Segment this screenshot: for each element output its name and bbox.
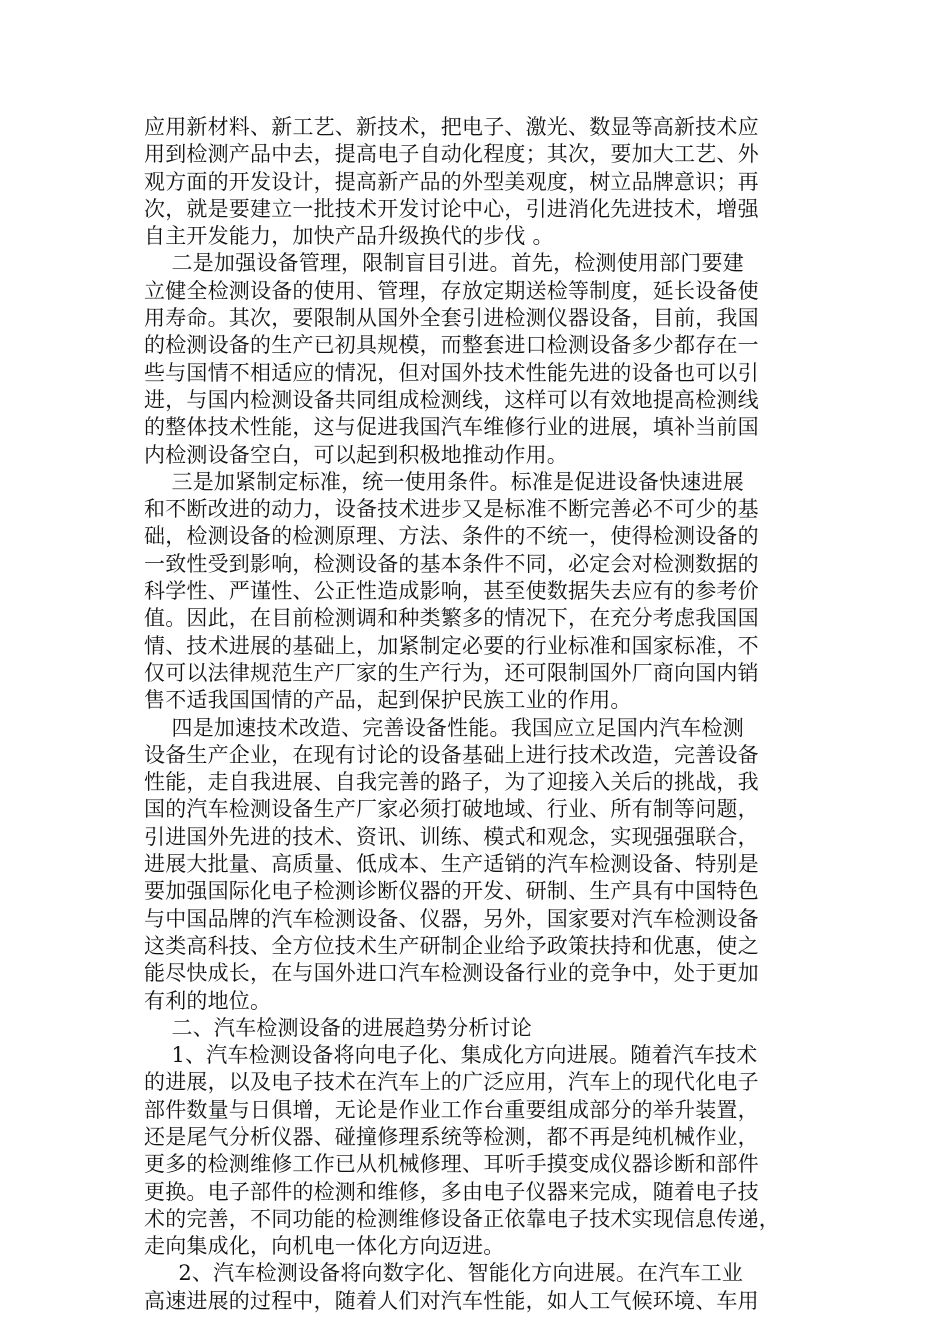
text-line: 引进国外先进的技术、资讯、训练、模式和观念，实现强强联合， (144, 824, 759, 849)
text-line: 走向集成化，向机电一体化方向迈进。 (144, 1234, 505, 1259)
text-line: 四是加速技术改造、完善设备性能。我国应立足国内汽车检测 (144, 715, 744, 740)
text-line: 情、技术进展的基础上，加紧制定必要的行业标准和国家标准，不 (144, 633, 759, 658)
text-line: 和不断改进的动力，设备技术进步又是标准不断完善必不可少的基 (144, 497, 759, 522)
text-line: 一致性受到影响，检测设备的基本条件不同，必定会对检测数据的 (144, 551, 759, 576)
text-line: 更换。电子部件的检测和维修，多由电子仪器来完成，随着电子技 (144, 1179, 759, 1204)
text-line: 值。因此，在目前检测调和种类繁多的情况下，在充分考虑我国国 (144, 606, 759, 631)
text-line: 性能，走自我进展、自我完善的路子，为了迎接入关后的挑战，我 (144, 770, 759, 795)
text-line: 与中国品牌的汽车检测设备、仪器，另外，国家要对汽车检测设备 (144, 906, 759, 931)
text-line: 自主开发能力，加快产品升级换代的步伐 。 (144, 224, 554, 249)
text-line: 更多的检测维修工作已从机械修理、耳听手摸变成仪器诊断和部件 (144, 1152, 759, 1177)
text-line: 这类高科技、全方位技术生产研制企业给予政策扶持和优惠，使之 (144, 933, 759, 958)
text-line: 进展大批量、高质量、低成本、生产适销的汽车检测设备、特别是 (144, 852, 759, 877)
text-line: 用寿命。其次，要限制从国外全套引进检测仪器设备，目前，我国 (144, 306, 759, 331)
text-line: 的进展，以及电子技术在汽车上的广泛应用，汽车上的现代化电子 (144, 1070, 759, 1095)
text-line: 观方面的开发设计，提高新产品的外型美观度，树立品牌意识；再 (144, 169, 759, 194)
text-line: 科学性、严谨性、公正性造成影响，甚至使数据失去应有的参考价 (144, 579, 759, 604)
text-line: 要加强国际化电子检测诊断仪器的开发、研制、生产具有中国特色 (144, 879, 759, 904)
text-line: 的检测设备的生产已初具规模，而整套进口检测设备多少都存在一 (144, 333, 759, 358)
text-line: 1、汽车检测设备将向电子化、集成化方向进展。随着汽车技术 (144, 1043, 758, 1068)
text-line: 础，检测设备的检测原理、方法、条件的不统一，使得检测设备的 (144, 524, 759, 549)
text-line: 还是尾气分析仪器、碰撞修理系统等检测，都不再是纯机械作业， (144, 1124, 759, 1149)
text-line: 有利的地位。 (144, 988, 272, 1013)
text-line: 三是加紧制定标准，统一使用条件。标准是促进设备快速进展 (144, 469, 744, 494)
text-line: 部件数量与日俱增，无论是作业工作台重要组成部分的举升装置， (144, 1097, 759, 1122)
text-line: 内检测设备空白，可以起到积极地推动作用。 (144, 442, 568, 467)
text-line: 国的汽车检测设备生产厂家必须打破地域、行业、所有制等问题， (144, 797, 759, 822)
document-page (144, 114, 804, 1315)
text-line: 高速进展的过程中，随着人们对汽车性能，如人工气候环境、车用 (144, 1288, 759, 1313)
text-line: 2、汽车检测设备将向数字化、智能化方向进展。在汽车工业 (144, 1261, 744, 1286)
text-line: 进，与国内检测设备共同组成检测线，这样可以有效地提高检测线 (144, 387, 759, 412)
text-line: 仅可以法律规范生产厂家的生产行为，还可限制国外厂商向国内销 (144, 660, 759, 685)
text-line: 二、汽车检测设备的进展趋势分析讨论 (144, 1015, 532, 1040)
text-line: 售不适我国国情的产品，起到保护民族工业的作用。 (144, 688, 632, 713)
text-line: 立健全检测设备的使用、管理，存放定期送检等制度，延长设备使 (144, 278, 759, 303)
text-line: 二是加强设备管理，限制盲目引进。首先，检测使用部门要建 (144, 251, 744, 276)
text-line: 次，就是要建立一批技术开发讨论中心，引进消化先进技术，增强 (144, 196, 759, 221)
text-line: 用到检测产品中去，提高电子自动化程度；其次，要加大工艺、外 (144, 142, 759, 167)
text-line: 设备生产企业，在现有讨论的设备基础上进行技术改造，完善设备 (144, 742, 759, 767)
text-line: 应用新材料、新工艺、新技术，把电子、激光、数显等高新技术应 (144, 115, 759, 139)
text-line: 些与国情不相适应的情况，但对国外技术性能先进的设备也可以引 (144, 360, 759, 385)
text-line: 术的完善，不同功能的检测维修设备正依靠电子技术实现信息传递， (144, 1206, 780, 1231)
text-line: 能尽快成长，在与国外进口汽车检测设备行业的竞争中，处于更加 (144, 961, 759, 986)
text-line: 的整体技术性能，这与促进我国汽车维修行业的进展，填补当前国 (144, 415, 759, 440)
